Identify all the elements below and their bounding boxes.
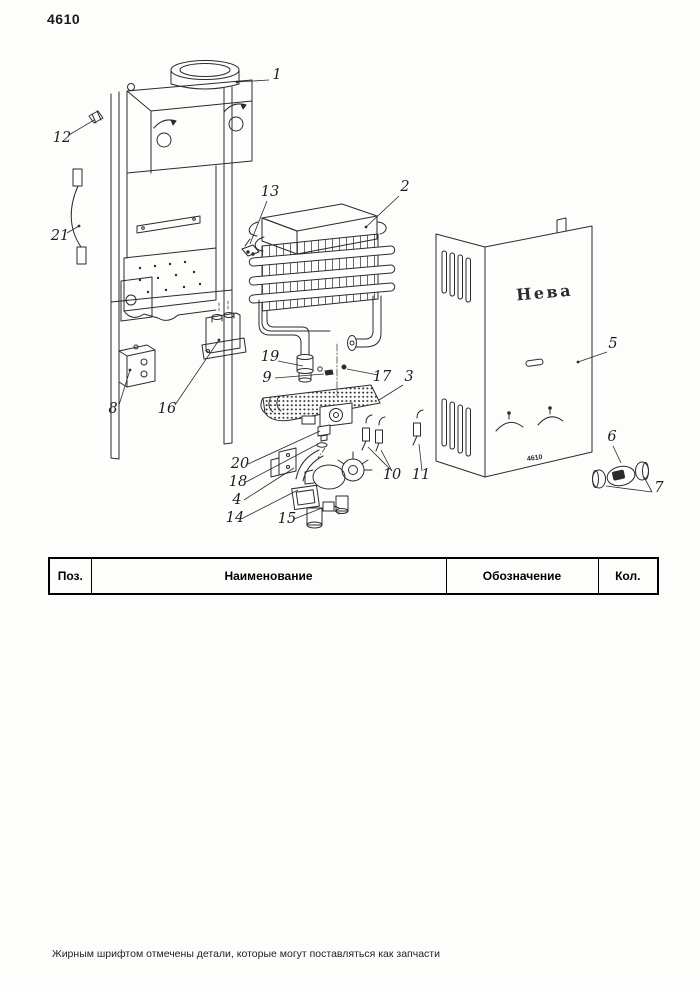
control-unit-drawing (119, 345, 155, 387)
page-model-number: 4610 (47, 11, 81, 27)
callout-label: 2 (400, 179, 410, 195)
callout-leader-line (248, 431, 320, 464)
display-and-knobs-drawing (593, 462, 649, 488)
callout-leader-line (644, 477, 652, 492)
burner-drawing (261, 385, 380, 458)
callout-label: 16 (157, 401, 177, 417)
callout-label: 18 (228, 474, 248, 490)
callout-leader-line (613, 446, 621, 463)
callout-label: 1 (272, 67, 282, 83)
casing-model-text: 4610 (526, 453, 543, 464)
callout-anchor-dot (218, 339, 221, 342)
callout-label: 3 (404, 369, 414, 385)
header-code: Обозначение (446, 558, 598, 594)
callout-label: 20 (230, 456, 250, 472)
callout-anchor-dot (577, 361, 580, 364)
callout-leader-line (69, 120, 94, 135)
callout-label: 14 (225, 510, 245, 526)
callout-label: 12 (52, 130, 72, 146)
callout-label: 13 (260, 184, 280, 200)
heat-exchanger-drawing (249, 204, 395, 396)
callout-anchor-dot (365, 226, 368, 229)
callout-label: 15 (277, 511, 297, 527)
callout-anchor-dot (129, 369, 132, 372)
callout-leader-line (379, 385, 403, 400)
callout-leader-line (246, 444, 318, 482)
header-pos: Поз. (49, 558, 91, 594)
callout-label: 7 (654, 480, 664, 496)
callout-label: 11 (411, 467, 431, 483)
casing-drawing (436, 218, 592, 477)
callout-leader-line (366, 196, 399, 227)
callout-leader-line (250, 201, 267, 244)
footnote: Жирным шрифтом отмечены детали, которые могут поставляться как запчасти (52, 948, 440, 960)
callout-label: 17 (372, 369, 392, 385)
callout-label: 9 (262, 370, 272, 386)
parts-table (48, 557, 659, 595)
callout-leader-line (119, 370, 130, 405)
callout-label: 6 (607, 429, 617, 445)
callout-leader-line (244, 468, 294, 500)
electrodes-drawing (362, 410, 423, 451)
thermo-relay-12-drawing (89, 111, 103, 123)
callout-anchor-dot (236, 81, 239, 84)
table-header-row (49, 558, 658, 594)
frame-part-drawing (111, 61, 252, 460)
callout-label: 4 (232, 492, 242, 508)
casing-brand-text: Нева (515, 280, 574, 305)
callout-leader-line (278, 361, 303, 366)
header-name: Наименование (91, 558, 446, 594)
callout-label: 8 (108, 401, 118, 417)
callout-leader-line (175, 340, 219, 405)
header-qty: Кол. (598, 558, 658, 594)
callout-anchor-dot (78, 225, 81, 228)
callout-label: 21 (50, 228, 70, 244)
callout-label: 10 (382, 467, 402, 483)
callout-leader-line (606, 486, 652, 492)
callout-label: 19 (260, 349, 280, 365)
wire-21-drawing (71, 169, 86, 264)
callout-label: 5 (608, 336, 618, 352)
